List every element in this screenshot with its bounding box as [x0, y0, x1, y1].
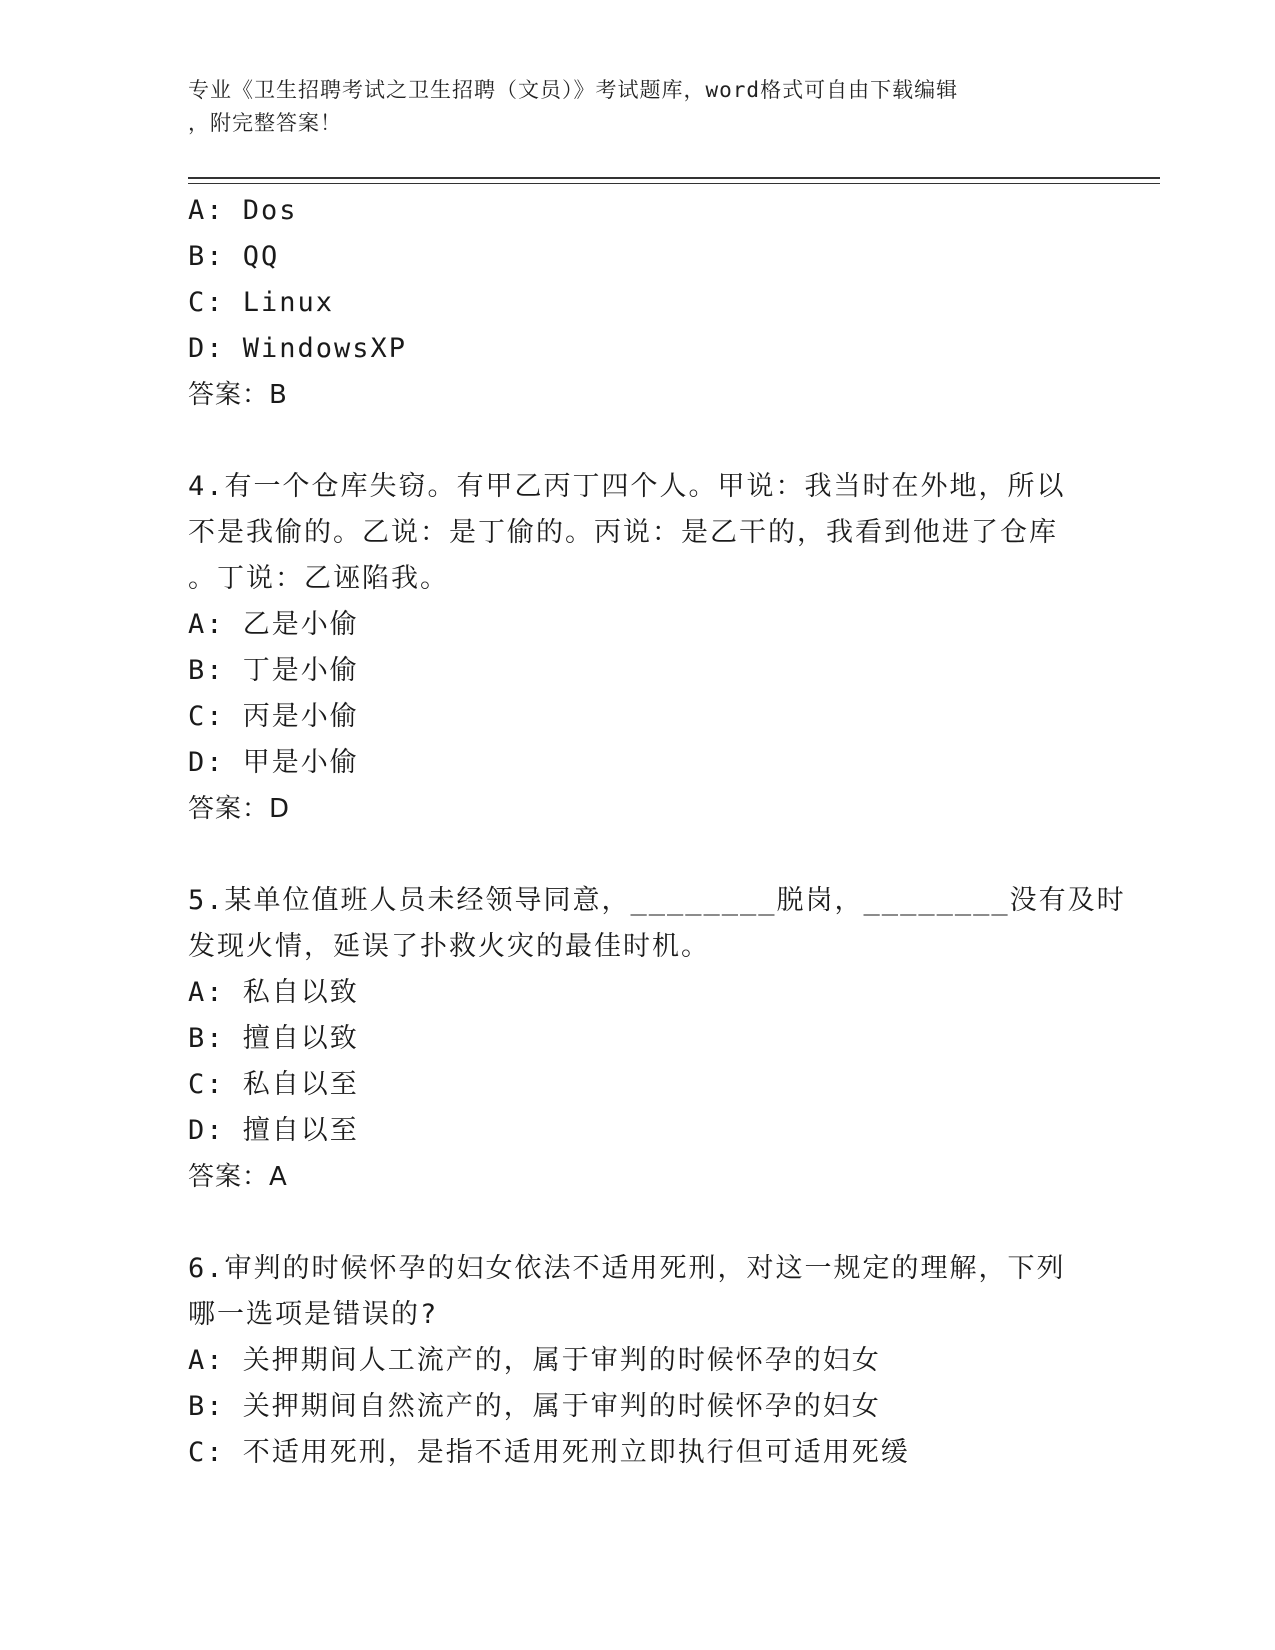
option-c: C: Linux [188, 287, 335, 318]
question-3 [188, 188, 1088, 418]
option-d: D: 甲是小偷 [188, 747, 359, 778]
option-d: D: 擅自以至 [188, 1115, 359, 1146]
document-header [188, 74, 1068, 140]
option-a: A: 乙是小偷 [188, 609, 359, 640]
option-a: A: Dos [188, 195, 298, 226]
question-stem-line: 5.某单位值班人员未经领导同意，________脱岗，________没有及时 [188, 885, 1126, 916]
question-list [188, 188, 1126, 1476]
question-stem-line: 不是我偷的。乙说：是丁偷的。丙说：是乙干的，我看到他进了仓库 [188, 517, 1058, 548]
option-b: B: 丁是小偷 [188, 655, 359, 686]
option-b: B: 擅自以致 [188, 1023, 359, 1054]
question-stem-line: 4.有一个仓库失窃。有甲乙丙丁四个人。甲说：我当时在外地，所以 [188, 471, 1066, 502]
question-6 [188, 1246, 1088, 1476]
option-c: C: 丙是小偷 [188, 701, 359, 732]
header-divider-thick [188, 177, 1160, 179]
option-b: B: QQ [188, 241, 280, 272]
option-d: D: WindowsXP [188, 333, 408, 364]
option-b: B: 关押期间自然流产的，属于审判的时候怀孕的妇女 [188, 1391, 881, 1422]
question-4 [188, 464, 1088, 832]
option-c: C: 不适用死刑，是指不适用死刑立即执行但可适用死缓 [188, 1437, 910, 1468]
answer: 答案：B [188, 380, 288, 410]
question-stem-line: 哪一选项是错误的? [188, 1299, 439, 1330]
question-5 [188, 878, 1126, 1200]
option-a: A: 关押期间人工流产的，属于审判的时候怀孕的妇女 [188, 1345, 881, 1376]
header-divider-thin [188, 183, 1160, 184]
header-title-line-1: 专业《卫生招聘考试之卫生招聘（文员）》考试题库，word格式可自由下载编辑 [188, 78, 959, 102]
spacer [188, 1200, 1088, 1246]
question-stem-line: 6.审判的时候怀孕的妇女依法不适用死刑，对这一规定的理解，下列 [188, 1253, 1066, 1284]
answer: 答案：D [188, 794, 291, 824]
spacer [188, 418, 1088, 464]
question-stem-line: 发现火情，延误了扑救火灾的最佳时机。 [188, 931, 710, 962]
question-stem-line: 。丁说：乙诬陷我。 [188, 563, 449, 594]
spacer [188, 832, 1088, 878]
option-c: C: 私自以至 [188, 1069, 359, 1100]
answer: 答案：A [188, 1162, 288, 1192]
header-title-line-2: ，附完整答案！ [188, 111, 342, 135]
option-a: A: 私自以致 [188, 977, 359, 1008]
